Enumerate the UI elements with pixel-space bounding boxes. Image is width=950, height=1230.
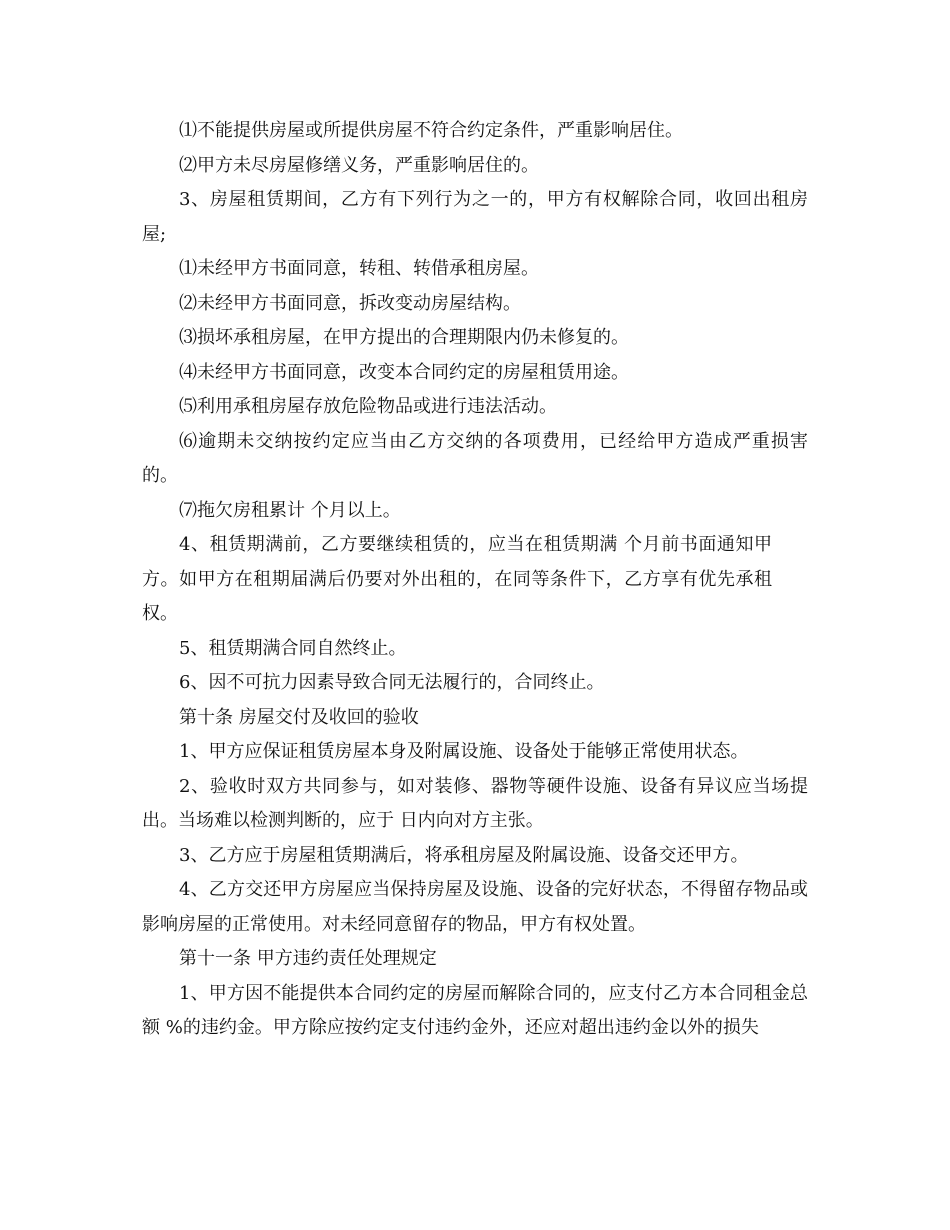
paragraph: 4、租赁期满前，乙方要继续租赁的，应当在租赁期满 个月前书面通知甲方。如甲方在租期届满后仍要对外出租的，在同等条件下，乙方享有优先承租权。 bbox=[142, 534, 772, 624]
paragraph: 2、验收时双方共同参与，如对装修、器物等硬件设施、设备有异议应当场提出。当场难以检测判断的，应于 日内向对方主张。 bbox=[142, 775, 808, 831]
paragraph: ⑵甲方未尽房屋修缮义务，严重影响居住的。 bbox=[179, 154, 539, 176]
paragraph: 1、甲方应保证租赁房屋本身及附属设施、设备处于能够正常使用状态。 bbox=[179, 741, 749, 762]
paragraph: ⑺拖欠房租累计 个月以上。 bbox=[179, 499, 401, 521]
paragraph: ⑹逾期未交纳按约定应当由乙方交纳的各项费用，已经给甲方造成严重损害的。 bbox=[142, 430, 808, 486]
paragraph: 5、租赁期满合同自然终止。 bbox=[179, 637, 407, 659]
paragraph: ⑸利用承租房屋存放危险物品或进行违法活动。 bbox=[179, 396, 557, 417]
paragraph: ⑴未经甲方书面同意，转租、转借承租房屋。 bbox=[179, 258, 539, 279]
section-heading: 第十条 房屋交付及收回的验收 bbox=[179, 706, 419, 728]
document-body bbox=[142, 114, 808, 1046]
paragraph: 3、房屋租赁期间，乙方有下列行为之一的，甲方有权解除合同，收回出租房屋; bbox=[142, 189, 808, 245]
paragraph: 1、甲方因不能提供本合同约定的房屋而解除合同的，应支付乙方本合同租金总额 %的违约金。甲方除应按约定支付违约金外，还应对超出违约金以外的损失 bbox=[142, 982, 808, 1038]
paragraph: ⑵未经甲方书面同意，拆改变动房屋结构。 bbox=[179, 292, 521, 314]
paragraph: ⑷未经甲方书面同意，改变本合同约定的房屋租赁用途。 bbox=[179, 361, 629, 383]
paragraph: ⑶损坏承租房屋，在甲方提出的合理期限内仍未修复的。 bbox=[179, 327, 629, 348]
paragraph: 3、乙方应于房屋租赁期满后，将承租房屋及附属设施、设备交还甲方。 bbox=[179, 844, 749, 866]
paragraph: ⑴不能提供房屋或所提供房屋不符合约定条件，严重影响居住。 bbox=[179, 120, 683, 141]
paragraph: 6、因不可抗力因素导致合同无法履行的，合同终止。 bbox=[179, 672, 605, 693]
section-heading: 第十一条 甲方违约责任处理规定 bbox=[179, 948, 437, 969]
paragraph: 4、乙方交还甲方房屋应当保持房屋及设施、设备的完好状态，不得留存物品或影响房屋的正常使用。对未经同意留存的物品，甲方有权处置。 bbox=[142, 879, 808, 935]
